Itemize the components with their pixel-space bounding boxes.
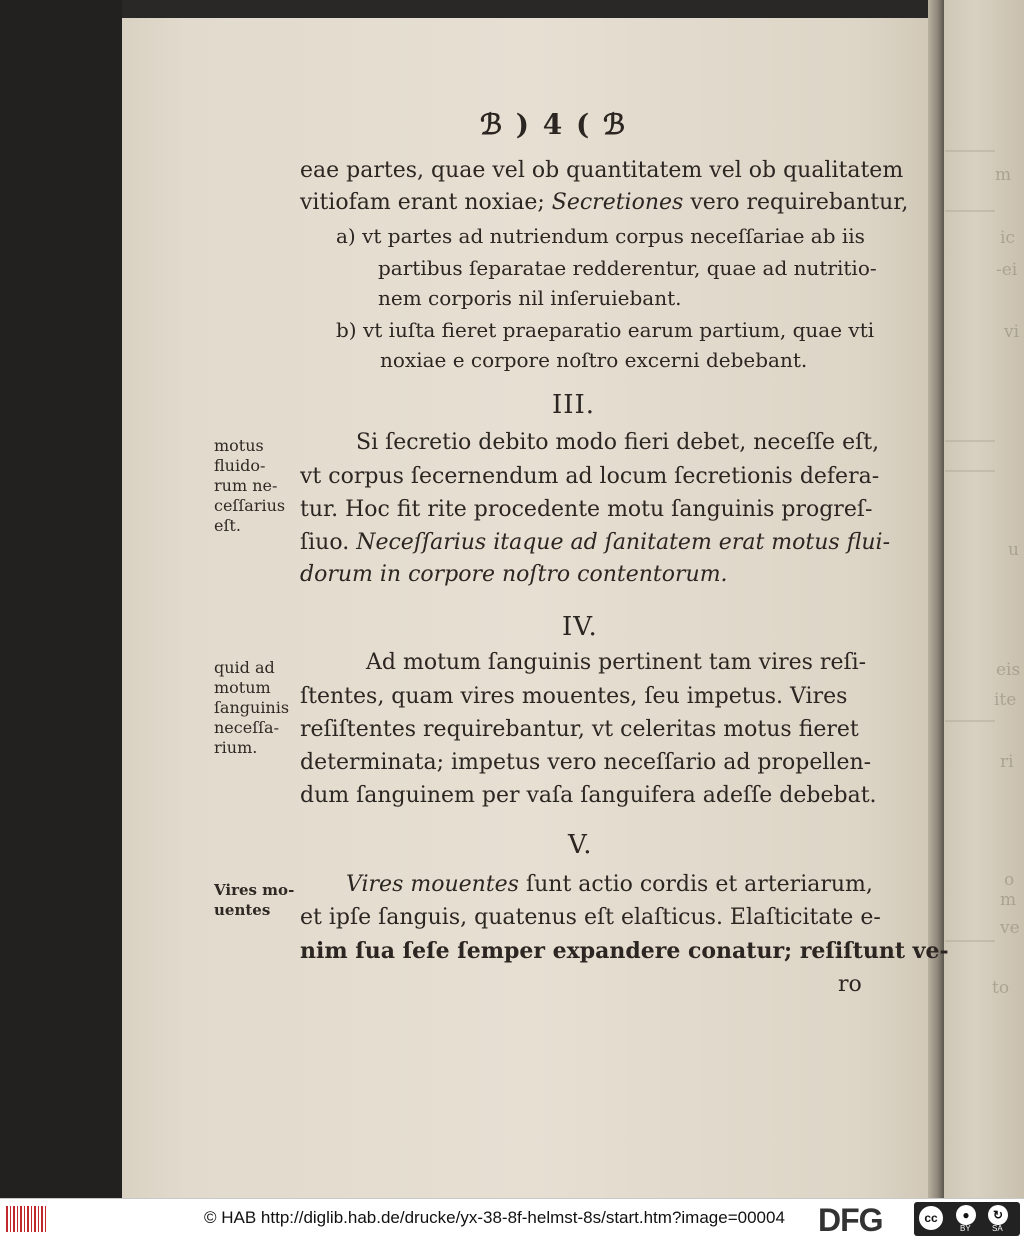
bleed-line — [945, 720, 995, 722]
text-line: dum ſanguinem per vaſa ſanguifera adeſſe debebat. — [300, 783, 877, 808]
footer-bar — [0, 1198, 1024, 1239]
bleed-fragment: u — [1008, 540, 1019, 560]
cc-icon: cc — [919, 1206, 943, 1230]
sa-label: SA — [992, 1224, 1003, 1233]
marginal-note: motus fluido- rum ne- ceſſarius eſt. — [214, 436, 286, 535]
text-line: reſiſtentes requirebantur, vt celeritas motus fieret — [300, 717, 859, 742]
bleed-fragment: m — [1000, 890, 1017, 910]
bleed-fragment: ve — [1000, 918, 1020, 938]
text-line: a) vt partes ad nutriendum corpus neceſſariae ab iis — [336, 224, 865, 248]
text-line: noxiae e corpore noſtro excerni debebant. — [380, 348, 808, 372]
bleed-fragment: ite — [994, 690, 1017, 710]
text-line: tur. Hoc fit rite procedente motu ſanguinis progreſ- — [300, 497, 873, 522]
text-line: dorum in corpore noſtro contentorum. — [300, 562, 728, 587]
text-line: ſiuo. Neceſſarius itaque ad ſanitatem erat motus flui- — [300, 530, 891, 555]
by-person-icon: ● — [956, 1205, 976, 1225]
book-gutter — [928, 0, 944, 1198]
marginal-note: Vires mo- uentes — [214, 881, 295, 919]
marginal-note: quid ad motum ſanguinis neceſſa- rium. — [214, 658, 290, 757]
text-line: nim ſua ſeſe ſemper expandere conatur; reſiſtunt ve- — [300, 938, 949, 964]
bleed-line — [945, 440, 995, 442]
bleed-fragment: to — [992, 978, 1010, 998]
by-label: BY — [960, 1224, 971, 1233]
section-numeral: III. — [552, 390, 596, 420]
bleed-line — [945, 940, 995, 942]
text-line: ſtentes, quam vires mouentes, ſeu impetus. Vires — [300, 684, 848, 709]
adjacent-page-edge — [944, 0, 1024, 1198]
text-line: et ipſe ſanguis, quatenus eſt elaſticus. Elaſticitate e- — [300, 905, 881, 930]
hab-barcode-logo-icon — [6, 1206, 46, 1232]
bleed-fragment: o — [1004, 870, 1015, 890]
bleed-line — [945, 210, 995, 212]
bleed-line — [945, 470, 995, 472]
bleed-fragment: eis — [996, 660, 1021, 680]
page-header: ℬ ) 4 ( ℬ — [480, 108, 627, 141]
bleed-fragment: -ei — [996, 260, 1018, 280]
scanner-background — [0, 0, 122, 1198]
bleed-fragment: m — [995, 165, 1012, 185]
copyright-link[interactable]: © HAB http://diglib.hab.de/drucke/yx-38-8f-helmst-8s/start.htm?image=00004 — [204, 1208, 785, 1227]
text-line: nem corporis nil inſeruiebant. — [378, 286, 682, 310]
text-line: determinata; impetus vero neceſſario ad propellen- — [300, 750, 872, 775]
bleed-fragment: vi — [1004, 322, 1020, 342]
text-line: eae partes, quae vel ob quantitatem vel ob qualitatem — [300, 158, 904, 183]
dfg-logo: DFG — [818, 1202, 883, 1238]
section-numeral: V. — [568, 830, 593, 860]
text-line: Vires mouentes ſunt actio cordis et arteriarum, — [346, 872, 873, 897]
cc-license-badge[interactable] — [914, 1202, 1020, 1236]
text-line: b) vt iuſta fieret praeparatio earum partium, quae vti — [336, 318, 875, 342]
bleed-fragment: ic — [1000, 228, 1015, 248]
text-line: Si ſecretio debito modo fieri debet, neceſſe eſt, — [356, 430, 880, 455]
text-line: vt corpus ſecernendum ad locum ſecretionis defera- — [300, 464, 880, 489]
bleed-line — [945, 150, 995, 152]
text-line: vitiofam erant noxiae; Secretiones vero requirebantur, — [300, 190, 909, 215]
catchword: ro — [838, 972, 862, 997]
bleed-fragment: ri — [1000, 752, 1014, 772]
section-numeral: IV. — [562, 612, 598, 642]
sa-share-icon: ↻ — [988, 1205, 1008, 1225]
text-line: Ad motum ſanguinis pertinent tam vires reſi- — [366, 650, 867, 675]
text-line: partibus ſeparatae redderentur, quae ad nutritio- — [378, 256, 877, 280]
